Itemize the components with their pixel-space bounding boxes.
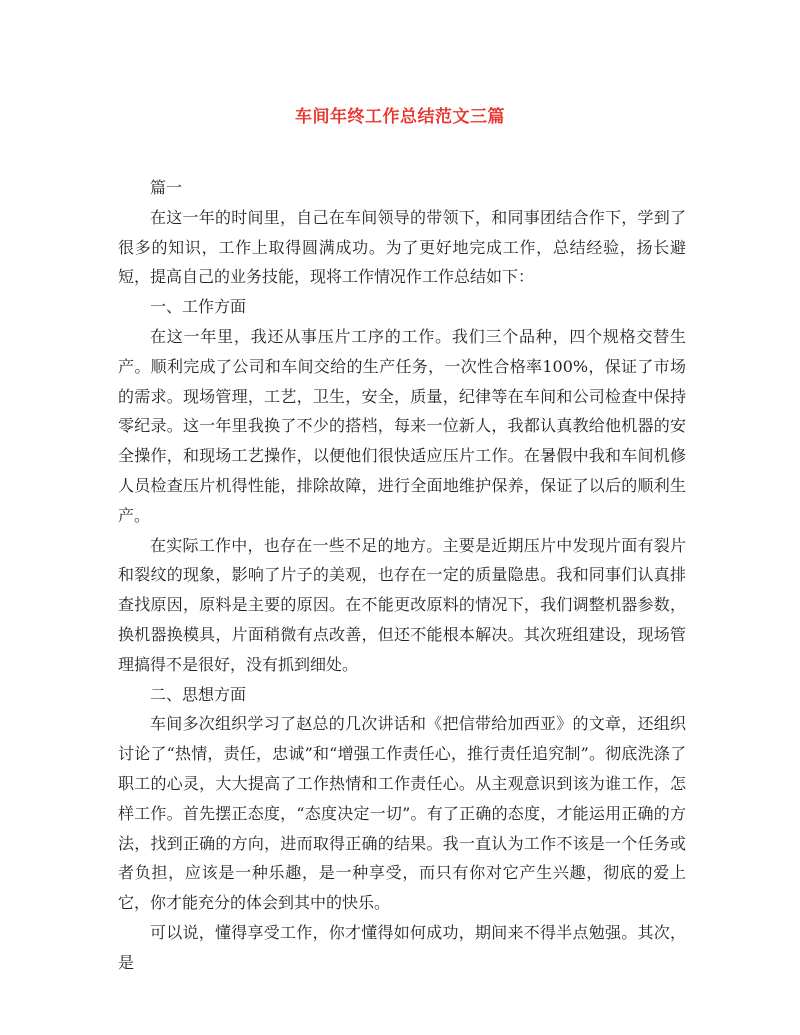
intro-paragraph: 在这一年的时间里，自己在车间领导的带领下，和同事团结合作下，学到了很多的知识，工作上取得圆满成功。为了更好地完成工作，总结经验，扬长避短，提高自己的业务技能，现将工作情况作工作总结如下： <box>118 207 686 287</box>
work-paragraph: 在这一年里，我还从事压片工序的工作。我们三个品种，四个规格交替生产。顺利完成了公司和车间交给的生产任务，一次性合格率100%，保证了市场的需求。现场管理，工艺，卫生，安全，质量，纪律等在车间和公司检查中保持零纪录。这一年里我换了不少的搭档，每来一位新人，我都认真教给他机器的安全操作，和现场工艺操作，以便他们很快适应压片工作。在暑假中我和车间机修人员检查压片机得性能，排除故障，进行全面地维护保养，保证了以后的顺利生产。 <box>118 326 686 525</box>
document-body <box>118 173 686 978</box>
shortcomings-paragraph: 在实际工作中，也存在一些不足的地方。主要是近期压片中发现片面有裂片和裂纹的现象，影响了片子的美观，也存在一定的质量隐患。我和同事们认真排查找原因，原料是主要的原因。在不能更改原料的情况下，我们调整机器参数，换机器换模具，片面稍微有点改善，但还不能根本解决。其次班组建设，现场管理搞得不是很好，没有抓到细处。 <box>118 535 686 674</box>
closing-paragraph: 可以说，懂得享受工作，你才懂得如何成功，期间来不得半点勉强。其次，是 <box>118 922 686 972</box>
section-label-part-one: 篇一 <box>150 178 183 197</box>
section-heading-thought: 二、思想方面 <box>150 684 247 704</box>
thought-paragraph: 车间多次组织学习了赵总的几次讲话和《把信带给加西亚》的文章，还组织讨论了“热情，责任，忠诚”和“增强工作责任心，推行责任追究制”。彻底洗涤了职工的心灵，大大提高了工作热情和工作责任心。从主观意识到该为谁工作，怎样工作。首先摆正态度，“态度决定一切”。有了正确的态度，才能运用正确的方法，找到正确的方向，进而取得正确的结果。我一直认为工作不该是一个任务或者负担，应该是一种乐趣，是一种享受，而只有你对它产生兴趣，彻底的爱上它，你才能充分的体会到其中的快乐。 <box>118 714 686 913</box>
document-title: 车间年终工作总结范文三篇 <box>295 107 505 127</box>
section-heading-work: 一、工作方面 <box>150 297 247 317</box>
